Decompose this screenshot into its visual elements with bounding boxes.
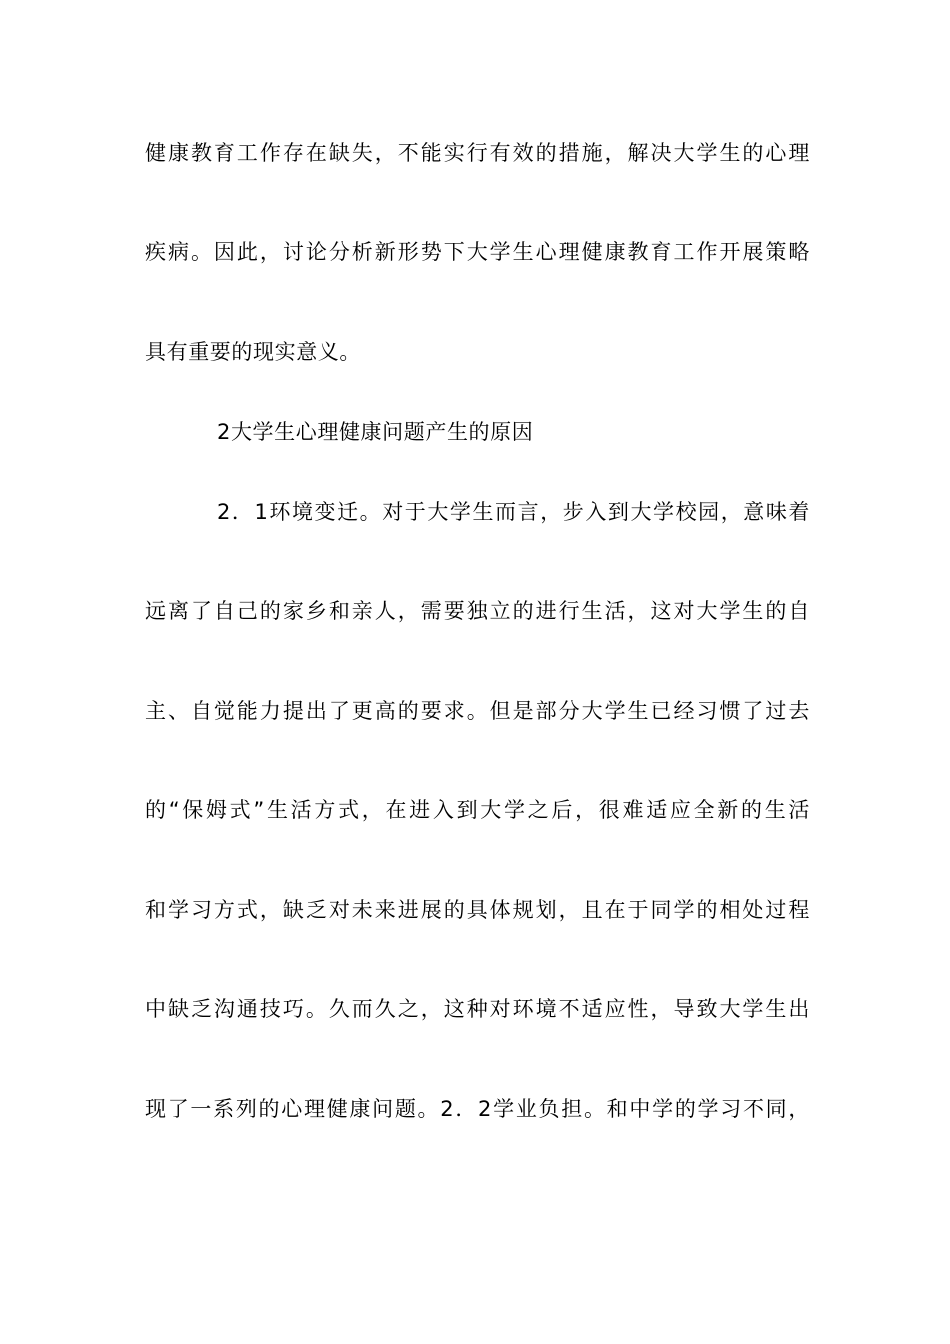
paragraph-line-8: 的“保姆式”生活方式，在进入到大学之后，很难适应全新的生活: [145, 798, 810, 822]
section-heading: 2大学生心理健康问题产生的原因: [217, 420, 534, 444]
paragraph-line-5: 2．1环境变迁。对于大学生而言，步入到大学校园，意味着: [217, 500, 810, 524]
paragraph-line-6: 远离了自己的家乡和亲人，需要独立的进行生活，这对大学生的自: [145, 599, 810, 623]
paragraph-line-10: 中缺乏沟通技巧。久而久之，这种对环境不适应性，导致大学生出: [145, 997, 810, 1021]
paragraph-line-2: 疾病。因此，讨论分析新形势下大学生心理健康教育工作开展策略: [145, 240, 810, 264]
paragraph-line-7: 主、自觉能力提出了更高的要求。但是部分大学生已经习惯了过去: [145, 699, 810, 723]
paragraph-line-1: 健康教育工作存在缺失，不能实行有效的措施，解决大学生的心理: [145, 141, 810, 165]
paragraph-line-11: 现了一系列的心理健康问题。2．2学业负担。和中学的学习不同，: [145, 1097, 810, 1121]
paragraph-line-9: 和学习方式，缺乏对未来进展的具体规划，且在于同学的相处过程: [145, 898, 810, 922]
paragraph-line-3: 具有重要的现实意义。: [145, 340, 361, 364]
